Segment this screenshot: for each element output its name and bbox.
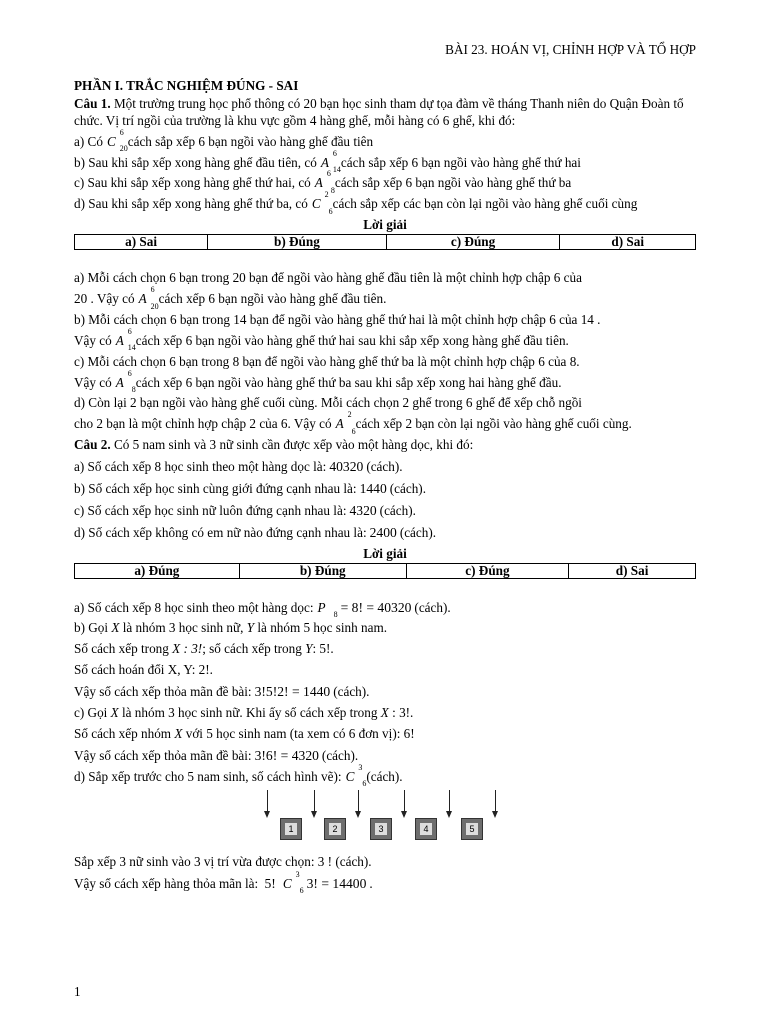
q1-stem: Câu 1. Một trường trung học phổ thông có 20 bạn học sinh tham dự tọa đàm về tháng Thanh niên do Quận Đoàn tổ chức. Vị trí ngồi của trường là khu vực gồm 4 hàng ghế, mỗi hàng có 6 ghế, khi đó: — [74, 95, 684, 128]
q2-solution-b1: b) Gọi X là nhóm 3 học sinh nữ, Y là nhóm 5 học sinh nam. — [74, 620, 388, 636]
numbered-box: 1 — [280, 818, 302, 840]
q2-solution-d1: d) Sắp xếp trước cho 5 nam sinh, số cách hình vẽ): C 3 6 (cách). — [74, 762, 403, 789]
q2-solution-heading: Lời giải — [363, 545, 407, 561]
q1-answer-table — [74, 234, 696, 250]
q2-option-a: a) Số cách xếp 8 học sinh theo một hàng dọc là: 40320 (cách). — [74, 459, 403, 475]
q2-solution-a: a) Số cách xếp 8 học sinh theo một hàng dọc: P 8 = 8! = 40320 (cách). — [74, 599, 451, 620]
arrangement-symbol: A 6 14 — [320, 148, 341, 175]
q2-solution-c3: Vậy số cách xếp thỏa mãn đề bài: 3!6! = 4320 (cách). — [74, 747, 359, 763]
q1-solution-c2: Vậy có A 6 8 cách xếp 6 bạn ngồi vào hàng ghế thứ ba sau khi sắp xếp xong hai hàng ghế đầu. — [74, 368, 562, 395]
arrow-down-icon — [495, 790, 496, 816]
q2-solution-b4: Vậy số cách xếp thỏa mãn đề bài: 3!5!2! = 1440 (cách). — [74, 684, 370, 700]
answer-cell: b) Đúng — [208, 235, 387, 250]
seating-diagram — [264, 790, 514, 848]
numbered-box: 4 — [415, 818, 437, 840]
q1-solution-a2: 20 . Vậy có A 6 20 cách xếp 6 bạn ngồi vào hàng ghế đầu tiên. — [74, 285, 387, 311]
arrow-down-icon — [358, 790, 359, 816]
section-title: PHẦN I. TRẮC NGHIỆM ĐÚNG - SAI — [74, 78, 299, 93]
combination-symbol: C 6 20 — [106, 127, 128, 154]
arrow-down-icon — [404, 790, 405, 816]
q2-solution-c2: Số cách xếp nhóm X với 5 học sinh nam (ta xem có 6 đơn vị): 6! — [74, 725, 415, 741]
q2-solution-b3: Số cách hoán đổi X, Y: 2!. — [74, 662, 213, 678]
answer-cell: d) Sai — [569, 563, 696, 578]
page-header: BÀI 23. HOÁN VỊ, CHỈNH HỢP VÀ TỔ HỢP — [445, 42, 696, 57]
answer-cell: b) Đúng — [239, 563, 406, 578]
q1-solution-b1: b) Mỗi cách chọn 6 bạn trong 14 bạn để ngồi vào hàng ghế thứ hai là một chỉnh hợp chập 6 của 14 . — [74, 311, 601, 327]
answer-cell: a) Sai — [75, 235, 208, 250]
q2-option-c: c) Số cách xếp học sinh nữ luôn đứng cạnh nhau là: 4320 (cách). — [74, 502, 416, 518]
numbered-box: 2 — [324, 818, 346, 840]
numbered-box: 5 — [461, 818, 483, 840]
answer-cell: c) Đúng — [386, 235, 560, 250]
q2-solution-d2: Sắp xếp 3 nữ sinh vào 3 vị trí vừa được chọn: 3 ! (cách). — [74, 853, 372, 869]
q2-solution-d3: Vậy số cách xếp hàng thỏa mãn là: 5! C 3 6 3! = 14400 . — [74, 869, 373, 896]
q2-solution-b2: Số cách xếp trong X : 3!; số cách xếp trong Y: 5!. — [74, 641, 334, 657]
q1-solution-c1: c) Mỗi cách chọn 6 bạn trong 8 bạn để ngồi vào hàng ghế thứ ba là một chỉnh hợp chập 6 của 8. — [74, 353, 580, 369]
q2-answer-table — [74, 563, 696, 579]
numbered-box: 3 — [370, 818, 392, 840]
q1-solution-b2: Vậy có A 6 14 cách xếp 6 bạn ngồi vào hàng ghế thứ hai sau khi sắp xếp xong hàng ghế đầu tiên. — [74, 326, 569, 353]
q1-option-d: d) Sau khi sắp xếp xong hàng ghế thứ ba, có C 2 6 cách sắp xếp các bạn còn lại ngồi vào hàng ghế cuối cùng — [74, 190, 638, 216]
q2-solution-c1: c) Gọi X là nhóm 3 học sinh nữ. Khi ấy số cách xếp trong X : 3!. — [74, 705, 414, 721]
q2-option-b: b) Số cách xếp học sinh cùng giới đứng cạnh nhau là: 1440 (cách). — [74, 481, 426, 497]
q1-solution-heading: Lời giải — [363, 217, 407, 233]
page-number: 1 — [74, 984, 81, 999]
q1-solution-d2: cho 2 bạn là một chỉnh hợp chập 2 của 6. Vậy có A 2 6 cách xếp 2 bạn còn lại ngồi vào hàng ghế cuối cùng. — [74, 410, 632, 437]
q1-option-a: a) Có C 6 20 cách sắp xếp 6 bạn ngồi vào hàng ghế đầu tiên — [74, 127, 374, 154]
arrow-down-icon — [267, 790, 268, 816]
q2-option-d: d) Số cách xếp không có em nữ nào đứng cạnh nhau là: 2400 (cách). — [74, 524, 437, 540]
arrow-down-icon — [314, 790, 315, 816]
q2-stem: Câu 2. Có 5 nam sinh và 3 nữ sinh cần được xếp vào một hàng dọc, khi đó: — [74, 437, 474, 453]
q1-solution-d1: d) Còn lại 2 bạn ngồi vào hàng ghế cuối cùng. Mỗi cách chọn 2 ghế trong 6 ghế để xếp chỗ ngồi — [74, 395, 582, 411]
combination-symbol: C 2 6 — [311, 190, 333, 216]
content — [74, 78, 696, 896]
answer-cell: c) Đúng — [406, 563, 568, 578]
answer-cell: a) Đúng — [75, 563, 240, 578]
q1-option-b: b) Sau khi sắp xếp xong hàng ghế đầu tiên, có A 6 14 cách sắp xếp 6 bạn ngồi vào hàng ghế thứ hai — [74, 148, 581, 175]
arrow-down-icon — [449, 790, 450, 816]
q1-solution-a1: a) Mỗi cách chọn 6 bạn trong 20 bạn để ngồi vào hàng ghế đầu tiên là một chỉnh hợp chập 6 của — [74, 270, 582, 286]
arrangement-symbol: A 6 8 — [314, 169, 335, 196]
answer-cell: d) Sai — [560, 235, 696, 250]
q1-option-c: c) Sau khi sắp xếp xong hàng ghế thứ hai, có A 6 8 cách sắp xếp 6 bạn ngồi vào hàng ghế thứ ba — [74, 169, 572, 196]
